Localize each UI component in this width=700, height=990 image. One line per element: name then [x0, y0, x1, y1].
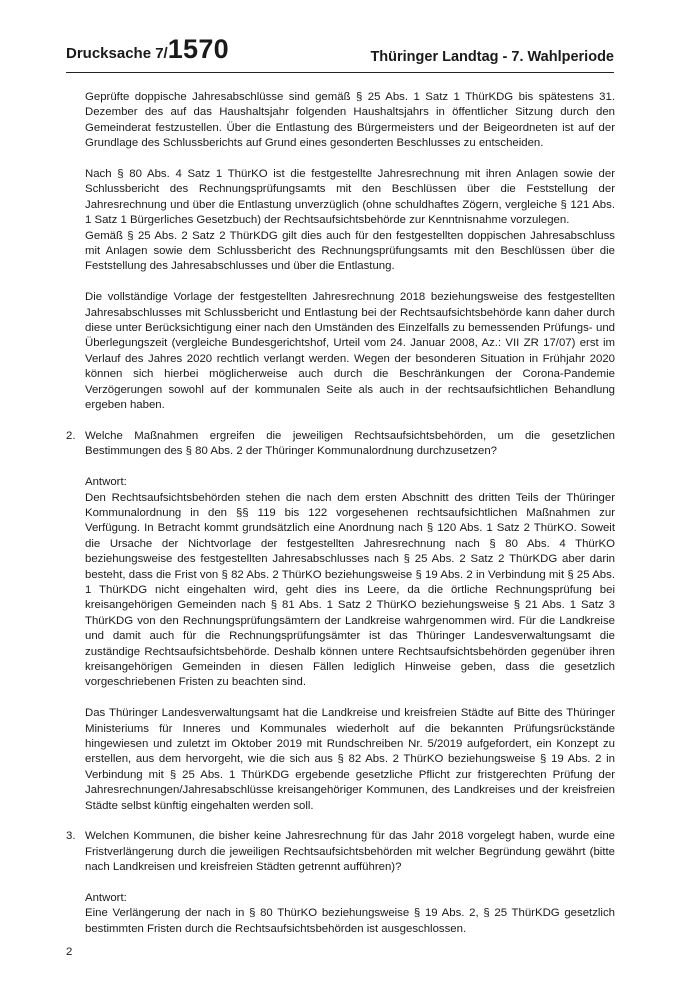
question-3: [66, 829, 615, 937]
answer-label: Antwort:: [85, 892, 127, 905]
page-number: 2: [66, 946, 73, 958]
question-number: 2.: [66, 429, 76, 442]
question-number: 3.: [66, 830, 76, 843]
question-text: Welchen Kommunen, die bisher keine Jahresrechnung für das Jahr 2018 vorgelegt haben, wurde eine Fristverlängerung durch die jeweiligen Rechtsaufsichtsbehörden mit welcher Begründung gewährt (bitte nach Landkreisen und kreisfreien Städten getrennt aufführen)?: [85, 830, 615, 874]
parliament-title: Thüringer Landtag - 7. Wahlperiode: [370, 49, 614, 65]
paragraph: Gemäß § 25 Abs. 2 Satz 2 ThürKDG gilt dies auch für den festgestellten doppischen Jahresabschluss mit Anlagen sowie dem Schlussbericht des Rechnungsprüfungsamts mit den Beschlüssen über die Feststellung des Jahresabschlusses und über die Entlastung.: [85, 229, 615, 273]
document-body: [66, 90, 615, 937]
paragraph: Die vollständige Vorlage der festgestellten Jahresrechnung 2018 beziehungsweise des festgestellten Jahresabschlusses mit Schlussbericht und Entlastung bei der Rechtsaufsichtsbehörde kann daher durch diese unter Berücksichtigung einer nach den Umständen des Einzelfalls zu bemessenden Prüfungs- und Überlegungszeit (vergleiche Bundesgerichtshof, Urteil vom 24. Januar 2008, Az.: VII ZR 17/07) erst im Verlauf des Jahres 2020 rechtlich verlangt werden. Wegen der besonderen Situation in Frühjahr 2020 können sich hierbei möglicherweise auch durch die Beschränkungen der Corona-Pandemie Verzögerungen sowohl auf der kommunalen Seite als auch in der rechtsaufsichtlichen Behandlung ergeben haben.: [85, 291, 615, 412]
document-prefix: Drucksache 7/: [66, 45, 168, 62]
paragraph: Nach § 80 Abs. 4 Satz 1 ThürKO ist die festgestellte Jahresrechnung mit ihren Anlagen sowie der Schlussbericht des Rechnungsprüfungsamts mit den Beschlüssen über die Feststellung der Jahresrechnung und über die Entlastung unverzüglich (ohne schuldhaftes Zögern, vergleiche § 121 Abs. 1 Satz 1 Bürgerliches Gesetzbuch) der Rechtsaufsichtsbehörde zur Kenntnisnahme vorzulegen.: [85, 168, 615, 227]
answer-label: Antwort:: [85, 476, 127, 489]
question-2: [66, 429, 615, 814]
document-number-value: 1570: [167, 34, 229, 64]
paragraph: Geprüfte doppische Jahresabschlüsse sind gemäß § 25 Abs. 1 Satz 1 ThürKDG bis spätestens 31. Dezember des auf das Haushaltsjahr folgenden Haushaltsjahrs in öffentlicher Sitzung durch den Gemeinderat festzustellen. Über die Entlastung des Bürgermeisters und der Beigeordneten ist auf der Grundlage des Schlussberichts auf Grund eines gesonderten Beschlusses zu entscheiden.: [85, 91, 615, 150]
page-header: [66, 36, 614, 73]
answer-paragraph: Eine Verlängerung der nach in § 80 ThürKO beziehungsweise § 19 Abs. 2, § 25 ThürKDG gesetzlich bestimmten Fristen durch die Rechtsaufsichtsbehörden ist ausgeschlossen.: [85, 907, 615, 935]
answer-paragraph: Den Rechtsaufsichtsbehörden stehen die nach dem ersten Abschnitt des dritten Teils der Thüringer Kommunalordnung in den §§ 119 bis 122 vorgesehenen rechtsaufsichtlichen Maßnahmen zur Verfügung. In Betracht kommt grundsätzlich eine Anordnung nach § 120 Abs. 1 Satz 2 ThürKO. Soweit die Ursache der Nichtvorlage der festgestellten Jahresrechnung nach § 80 Abs. 4 ThürKO beziehungsweise des festgestellten Jahresabschlusses nach § 25 Abs. 2 Satz 2 ThürKDG aber darin besteht, dass die Frist von § 82 Abs. 2 ThürKO beziehungsweise § 19 Abs. 2 in Verbindung mit § 25 Abs. 1 ThürKDG nicht eingehalten wird, geht dies ins Leere, da die örtliche Rechnungsprüfung bei kreisangehörigen Gemeinden nach § 81 Abs. 1 Satz 2 ThürKO beziehungsweise § 21 Abs. 1 Satz 3 ThürKDG von den Rechnungsprüfungsämtern der Landkreise wahrgenommen wird. Für die Landkreise und damit auch für die Rechnungsprüfungsämter ist das Thüringer Landesverwaltungsamt die zuständige Rechtsaufsichtsbehörde. Deshalb können untere Rechtsaufsichtsbehörden gegenüber ihren kreisangehörigen Gemeinden in diesen Fällen lediglich Hinweise geben, dass die gesetzlich vorgeschriebenen Fristen zu beachten sind.: [85, 491, 615, 689]
answer-paragraph: Das Thüringer Landesverwaltungsamt hat die Landkreise und kreisfreien Städte auf Bitte des Thüringer Ministeriums für Inneres und Kommunales wiederholt auf die bekannten Prüfungsrückstände hingewiesen und zuletzt im Oktober 2019 mit Rundschreiben Nr. 5/2019 aufgefordert, ein Konzept zu erstellen, aus dem hervorgeht, wie die sich aus § 82 Abs. 2 ThürKO beziehungsweise § 19 Abs. 2 in Verbindung mit § 25 Abs. 1 ThürKDG ergebende gesetzliche Pflicht zur fristgerechten Prüfung der Jahresrechnungen/Jahresabschlüsse kreisangehöriger Kommunen, des Landkreises und der kreisfreien Städte selbst künftig eingehalten werden soll.: [85, 707, 615, 812]
question-text: Welche Maßnahmen ergreifen die jeweiligen Rechtsaufsichtsbehörden, um die gesetzlichen Bestimmungen des § 80 Abs. 2 der Thüringer Kommunalordnung durchzusetzen?: [85, 429, 615, 458]
document-number: [66, 34, 229, 65]
